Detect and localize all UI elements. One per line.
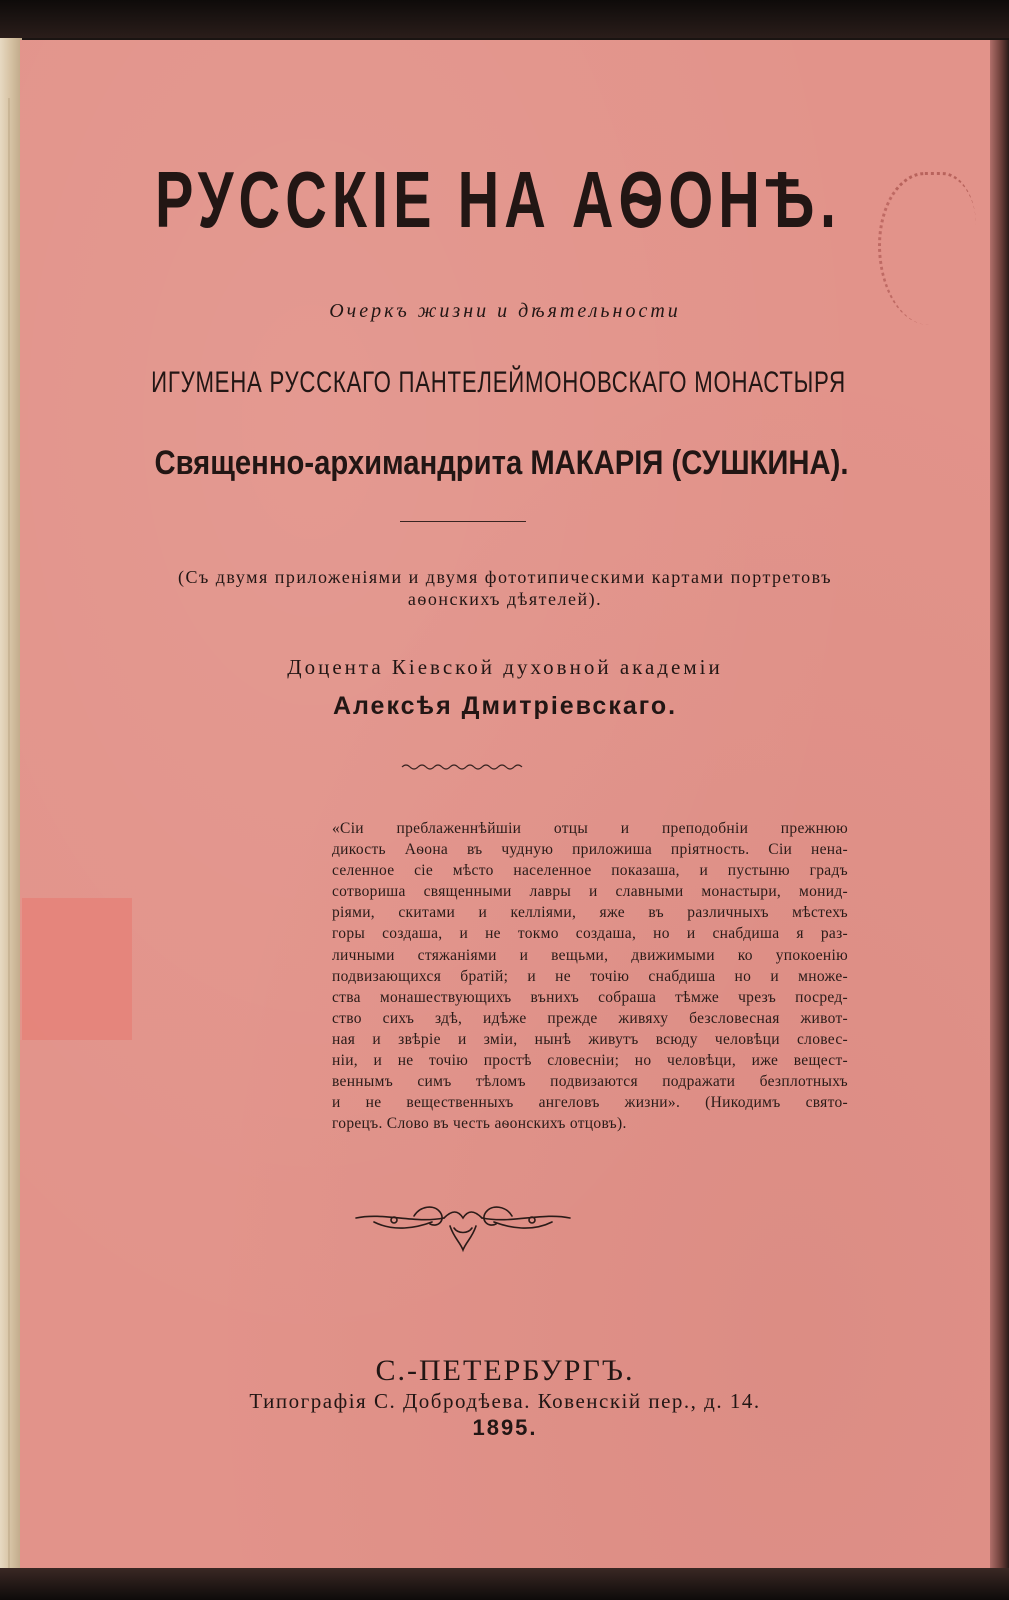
book-title: РУССКІЕ НА АѲОНѢ.	[154, 155, 842, 244]
epigraph-line: селенное сіе мѣсто населенное показаша, и пустыню градъ	[332, 862, 848, 880]
appendix-note	[20, 566, 990, 610]
epigraph-line: горы создаша, и не токмо создаша, но и снабдиша я раз-	[332, 925, 848, 943]
epigraph-line: ство сихъ здѣ, идѣже прежде живяху безсловесная живот-	[332, 1009, 848, 1027]
book-top-edge	[0, 0, 1009, 38]
epigraph-line: ніи, и не точію простѣ словесніи; но человѣци, иже вещест-	[332, 1052, 848, 1070]
epigraph-line: веннымъ симъ тѣломъ подвизаются подражати безплотныхъ	[332, 1073, 848, 1091]
appendix-note-line-2: аѳонскихъ дѣятелей).	[407, 589, 603, 609]
epigraph-line: горецъ. Слово въ честь аѳонскихъ отцовъ).	[332, 1115, 627, 1133]
book-bottom-edge	[0, 1568, 1009, 1600]
imprint-year: 1895.	[472, 1415, 538, 1440]
appendix-note-line-1: (Съ двумя приложеніями и двумя фототипическими картами портретовъ	[177, 567, 833, 587]
epigraph	[332, 818, 848, 1134]
divider-rule	[400, 521, 526, 522]
author-name: Алексѣя Дмитріевскаго.	[332, 692, 678, 720]
epigraph-line: «Сіи преблаженнѣйшіи отцы и преподобніи прежнюю	[332, 820, 848, 837]
epigraph-line: ріями, скитами и келліями, яже въ различныхъ мѣстехъ	[332, 904, 848, 922]
epigraph-line: подвизающихся братій; и не точію снабдиша но и множе-	[332, 967, 848, 985]
page-right-edge	[990, 40, 1009, 1568]
author-position: Доцента Кіевской духовной академіи	[287, 655, 723, 679]
epigraph-line: дикость Аѳона въ чудную приложиша пріятность. Сіи нена-	[332, 841, 848, 859]
epigraph-line: и не вещественныхъ ангеловъ жизни». (Никодимъ свято-	[332, 1094, 848, 1112]
paper-patch	[22, 898, 132, 1040]
book-spine	[0, 38, 22, 1568]
imprint-printer: Типографія С. Добродѣева. Ковенскій пер., д. 14.	[249, 1389, 761, 1413]
spine-crease	[8, 98, 10, 1578]
imprint-city: С.-ПЕТЕРБУРГЪ.	[375, 1354, 635, 1387]
epigraph-line: личными стяжаніями и вещьми, движимыми ко упокоенію	[332, 946, 848, 964]
epigraph-line: сотвориша священными лавры и славными монастыри, монид-	[332, 883, 848, 901]
epigraph-line: ная и звѣріе и зміи, нынѣ живутъ всюду человѣци словес-	[332, 1030, 848, 1048]
title-page	[20, 40, 990, 1568]
subtitle-hegumen: ИГУМЕНА РУССКАГО ПАНТЕЛЕЙМОНОВСКАГО МОНАСТЫРЯ	[151, 366, 846, 399]
epigraph-line: ства монашествующихъ вънихъ собраша тѣмже чрезъ посред-	[332, 988, 848, 1006]
ornament-flourish	[354, 1198, 572, 1256]
wavy-divider	[400, 762, 526, 772]
subtitle-essay: Очеркъ жизни и дѣятельности	[329, 300, 681, 322]
subtitle-archimandrite: Священно-архимандрита МАКАРІЯ (СУШКИНА).	[154, 444, 849, 482]
